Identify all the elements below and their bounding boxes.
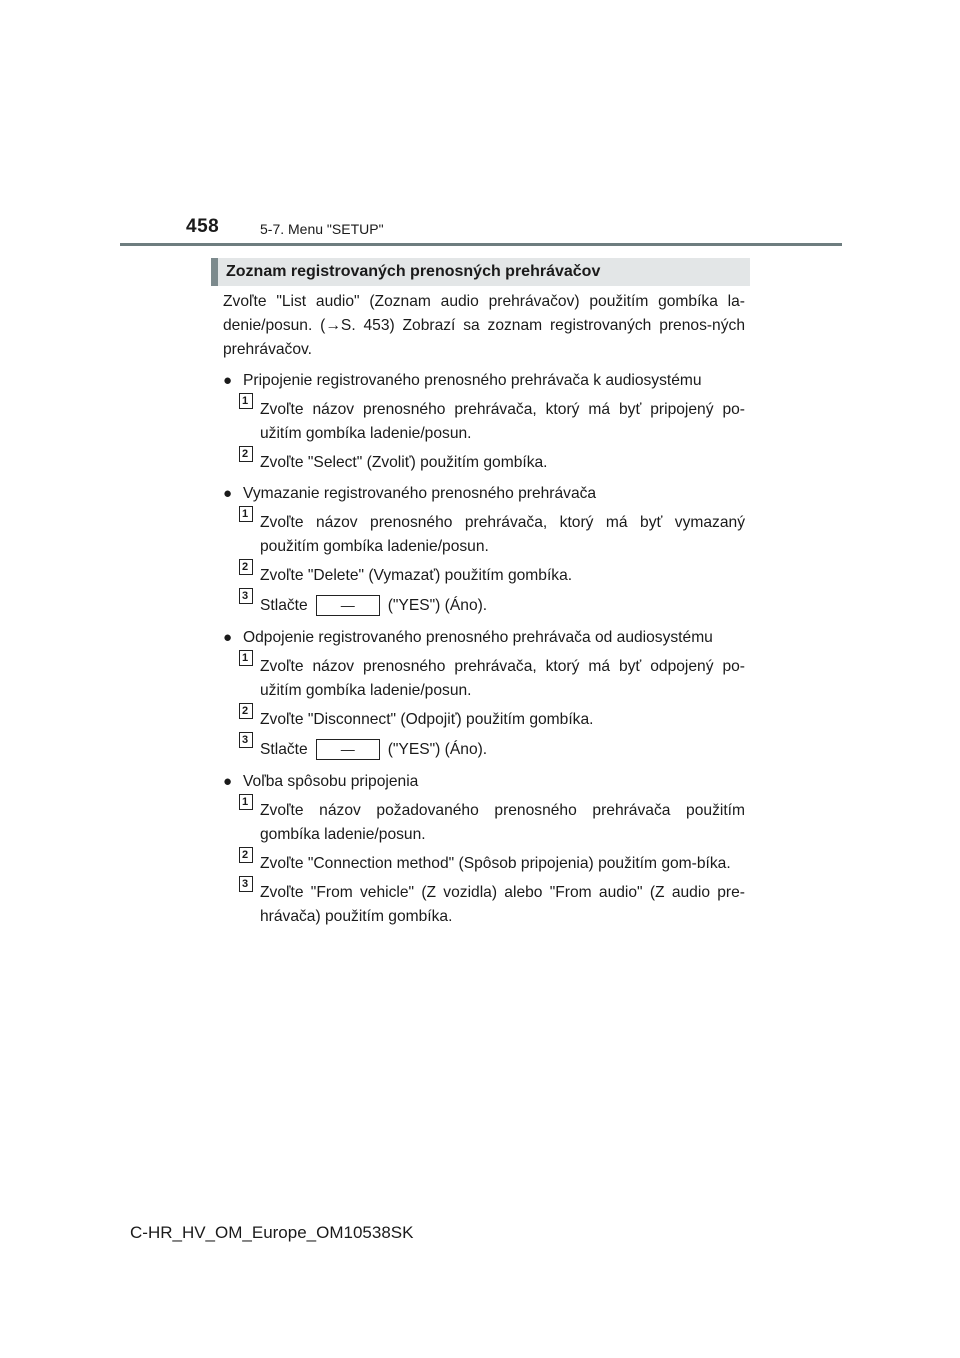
content	[223, 290, 745, 929]
step-text: Zvoľte "Delete" (Vymazať) použitím gombíka.	[260, 567, 573, 584]
step-number-icon: 2	[239, 703, 253, 719]
step-number-icon: 1	[239, 393, 253, 409]
yes-label: ("YES") (Áno).	[387, 741, 488, 758]
yes-button-icon: —	[316, 739, 380, 760]
step-text: Zvoľte názov prenosného prehrávača, ktorý má byť pripojený po-užitím gombíka ladenie/posun.	[260, 401, 745, 442]
step	[223, 878, 745, 929]
step-text: Zvoľte názov prenosného prehrávača, ktorý má byť odpojený po-užitím gombíka ladenie/posun.	[260, 658, 745, 699]
step-text: Zvoľte "Select" (Zvoliť) použitím gombíka.	[260, 454, 548, 471]
bullet-icon: ●	[223, 629, 233, 646]
page-number: 458	[186, 216, 220, 237]
step-text: Zvoľte "Connection method" (Spôsob pripojenia) použitím gom-bíka.	[260, 855, 731, 872]
bullet-title: Odpojenie registrovaného prenosného prehrávača od audiosystému	[243, 629, 713, 646]
step	[223, 395, 745, 446]
step-number-icon: 2	[239, 847, 253, 863]
step	[223, 590, 745, 619]
step	[223, 796, 745, 847]
step	[223, 849, 745, 876]
step-number-icon: 3	[239, 732, 253, 748]
page-header	[0, 0, 960, 250]
step-text: Zvoľte názov požadovaného prenosného prehrávača použitím gombíka ladenie/posun.	[260, 802, 745, 843]
step	[223, 508, 745, 559]
step-text	[260, 737, 745, 763]
yes-label: ("YES") (Áno).	[387, 597, 488, 614]
step-number-icon: 2	[239, 559, 253, 575]
step	[223, 448, 745, 475]
step	[223, 734, 745, 763]
bullet-title: Vymazanie registrovaného prenosného prehrávača	[243, 485, 597, 502]
step-text: Zvoľte "From vehicle" (Z vozidla) alebo "From audio" (Z audio pre-hrávača) použitím gombíka.	[260, 884, 745, 925]
step	[223, 705, 745, 732]
step-number-icon: 2	[239, 446, 253, 462]
step-number-icon: 1	[239, 794, 253, 810]
bullet-title: Pripojenie registrovaného prenosného prehrávača k audiosystému	[243, 372, 702, 389]
bullet-heading	[223, 770, 745, 794]
bullet-title: Voľba spôsobu pripojenia	[243, 773, 419, 790]
header-rule	[120, 243, 842, 246]
yes-button-icon: —	[316, 595, 380, 616]
step-number-icon: 3	[239, 588, 253, 604]
step-number-icon: 1	[239, 650, 253, 666]
step-text	[260, 593, 745, 619]
bullet-icon: ●	[223, 372, 233, 389]
subheading: Zoznam registrovaných prenosných prehrávačov	[211, 258, 750, 286]
bullet-icon: ●	[223, 485, 233, 502]
intro-paragraph: Zvoľte "List audio" (Zoznam audio prehrávačov) použitím gombíka la-denie/posun. (→S. 453) Zobrazí sa zoznam registrovaných prenos-ných prehrávačov.	[223, 293, 745, 358]
bullet-heading	[223, 369, 745, 393]
bullet-heading	[223, 482, 745, 506]
step-text: Zvoľte názov prenosného prehrávača, ktorý má byť vymazaný použitím gombíka ladenie/posun.	[260, 514, 745, 555]
bullet-heading	[223, 626, 745, 650]
step	[223, 652, 745, 703]
step-text: Zvoľte "Disconnect" (Odpojiť) použitím gombíka.	[260, 711, 594, 728]
document-footer: C-HR_HV_OM_Europe_OM10538SK	[130, 1223, 414, 1242]
section-title: 5-7. Menu "SETUP"	[260, 221, 384, 237]
press-label: Stlačte	[260, 741, 308, 758]
step-number-icon: 3	[239, 876, 253, 892]
press-label: Stlačte	[260, 597, 308, 614]
step-number-icon: 1	[239, 506, 253, 522]
step	[223, 561, 745, 588]
bullet-icon: ●	[223, 773, 233, 790]
